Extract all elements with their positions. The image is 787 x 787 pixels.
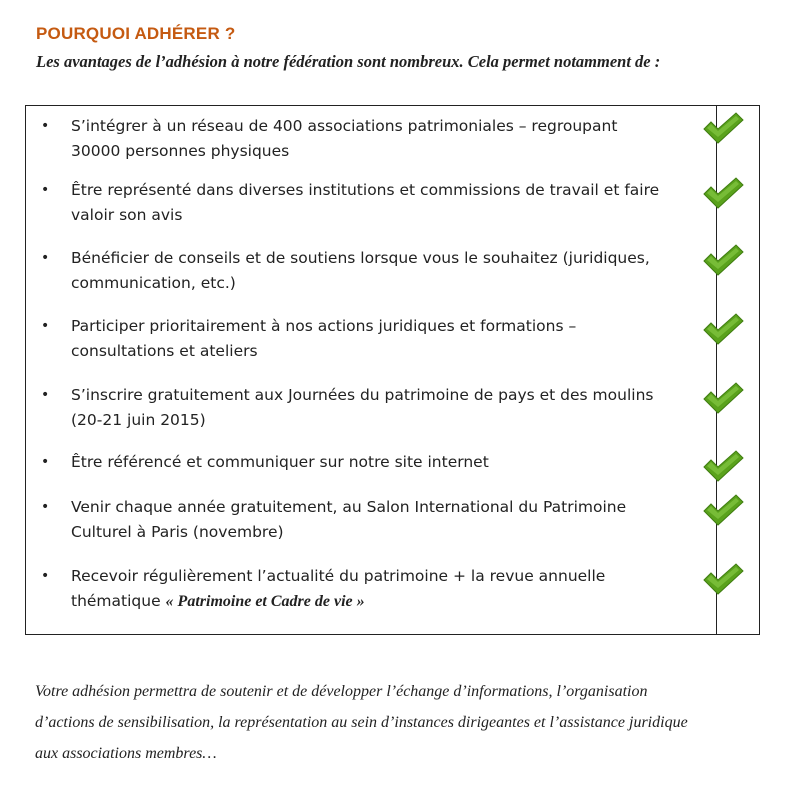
benefit-text: Être représenté dans diverses institutions et commissions de travail et faire valoir son avis <box>71 181 660 224</box>
benefit-text: S’inscrire gratuitement aux Journées du patrimoine de pays et des moulins (20-21 juin 2015) <box>71 386 654 429</box>
bullet: • <box>41 499 50 515</box>
check-icon <box>701 243 745 277</box>
bullet: • <box>41 568 50 584</box>
benefit-text: Participer prioritairement à nos actions juridiques et formations – consultations et ateliers <box>71 317 577 360</box>
check-icon <box>701 312 745 346</box>
bullet: • <box>41 118 50 134</box>
benefit-text: Être référencé et communiquer sur notre site internet <box>71 453 489 471</box>
footer-line: aux associations membres… <box>35 745 217 762</box>
bullet: • <box>41 318 50 334</box>
intro-text: Les avantages de l’adhésion à notre fédération sont nombreux. Cela permet notamment de : <box>36 52 661 71</box>
page-title: POURQUOI ADHÉRER ? <box>36 24 236 43</box>
footer-line: Votre adhésion permettra de soutenir et de développer l’échange d’informations, l’organisation <box>35 683 648 700</box>
check-icon <box>701 111 745 145</box>
benefit-text: Bénéficier de conseils et de soutiens lorsque vous le souhaitez (juridiques, communication, etc.) <box>71 249 650 292</box>
benefits-table <box>25 105 760 635</box>
check-icon <box>701 381 745 415</box>
magazine-title: « Patrimoine et Cadre de vie » <box>165 593 365 610</box>
bullet: • <box>41 250 50 266</box>
footer-text <box>35 676 759 769</box>
benefit-text: Recevoir régulièrement l’actualité du patrimoine + la revue annuelle thématique « Patrimoine et Cadre de vie » <box>71 567 606 610</box>
benefit-text: S’intégrer à un réseau de 400 associations patrimoniales – regroupant 30000 personnes physiques <box>71 117 618 160</box>
check-icon <box>701 449 745 483</box>
benefit-text: Venir chaque année gratuitement, au Salon International du Patrimoine Culturel à Paris (novembre) <box>71 498 627 541</box>
bullet: • <box>41 454 50 470</box>
check-icon <box>701 493 745 527</box>
bullet: • <box>41 387 50 403</box>
bullet: • <box>41 182 50 198</box>
footer-line: d’actions de sensibilisation, la représentation au sein d’instances dirigeantes et l’assistance juridique <box>35 714 688 731</box>
check-icon <box>701 176 745 210</box>
check-icon <box>701 562 745 596</box>
